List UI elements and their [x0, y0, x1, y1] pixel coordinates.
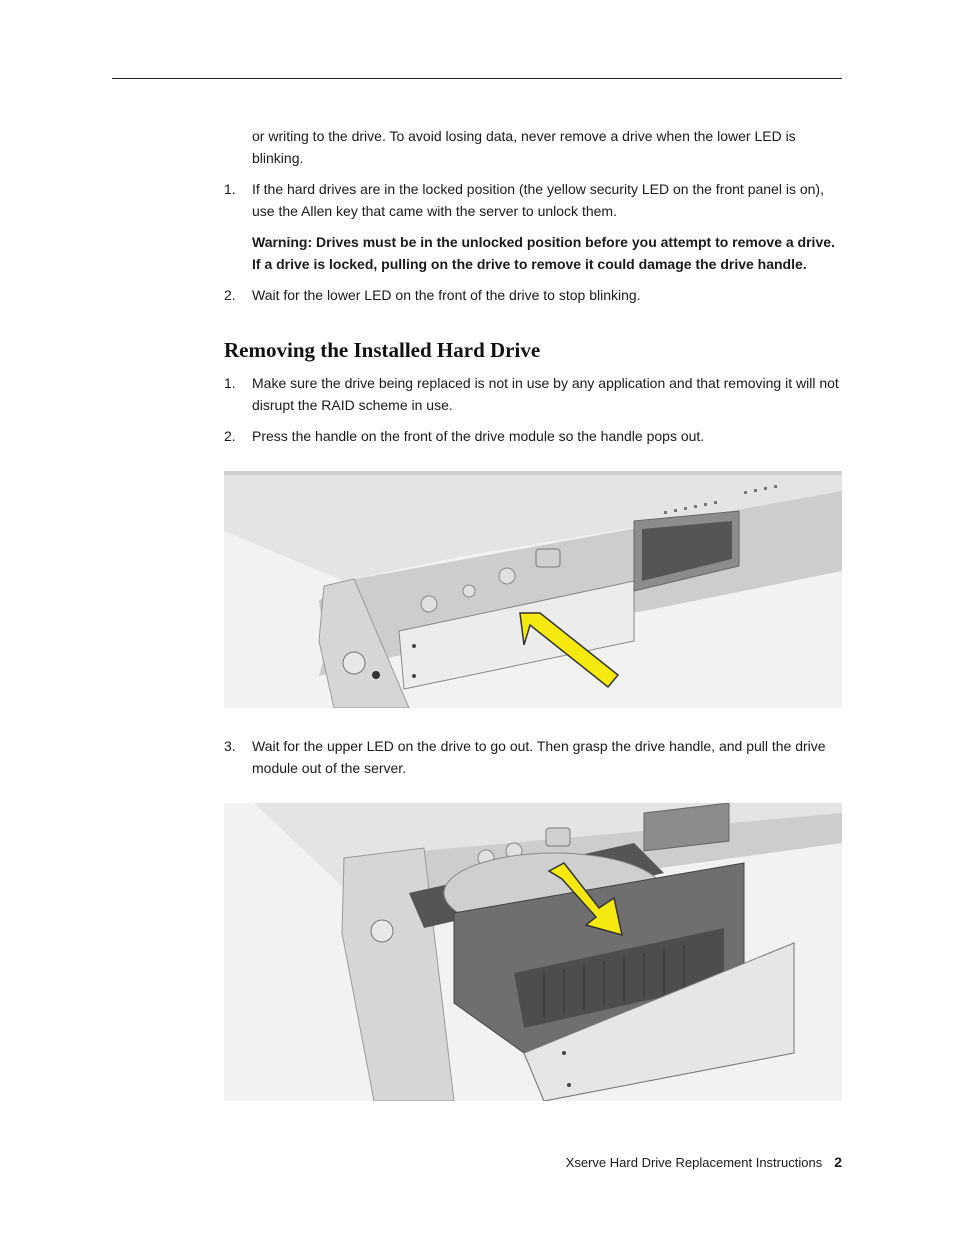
- warning-text: Warning: Drives must be in the unlocked position before you attempt to remove a drive. If a drive is locked, pulling on the drive to remove it could damage the drive handle.: [252, 234, 835, 272]
- step-number: 3.: [224, 738, 236, 754]
- figure-press-handle: [224, 471, 842, 708]
- page-footer: [566, 1152, 842, 1173]
- page-number: 2: [834, 1154, 842, 1170]
- step-text: If the hard drives are in the locked position (the yellow security LED on the front panel is on), use the Allen key that came with the server to unlock them.: [252, 181, 824, 219]
- step-text: Press the handle on the front of the drive module so the handle pops out.: [252, 428, 705, 444]
- step-text: Wait for the lower LED on the front of the drive to stop blinking.: [252, 287, 641, 303]
- step-text: Wait for the upper LED on the drive to go out. Then grasp the drive handle, and pull the drive module out of the server.: [252, 738, 826, 776]
- step-number: 2.: [224, 287, 236, 303]
- header-rule: [112, 78, 842, 79]
- server-front-illustration: [224, 471, 842, 708]
- section-heading: Removing the Installed Hard Drive: [224, 338, 541, 362]
- step-number: 2.: [224, 428, 236, 444]
- step-number: 1.: [224, 375, 236, 391]
- figure-pull-drive: [224, 803, 842, 1101]
- step-number: 1.: [224, 181, 236, 197]
- continuation-text: or writing to the drive. To avoid losing data, never remove a drive when the lower LED is blinking.: [252, 128, 796, 166]
- drive-removal-illustration: [224, 803, 842, 1101]
- step-text: Make sure the drive being replaced is not in use by any application and that removing it will not disrupt the RAID scheme in use.: [252, 375, 839, 413]
- footer-title: Xserve Hard Drive Replacement Instructions: [565, 1155, 823, 1170]
